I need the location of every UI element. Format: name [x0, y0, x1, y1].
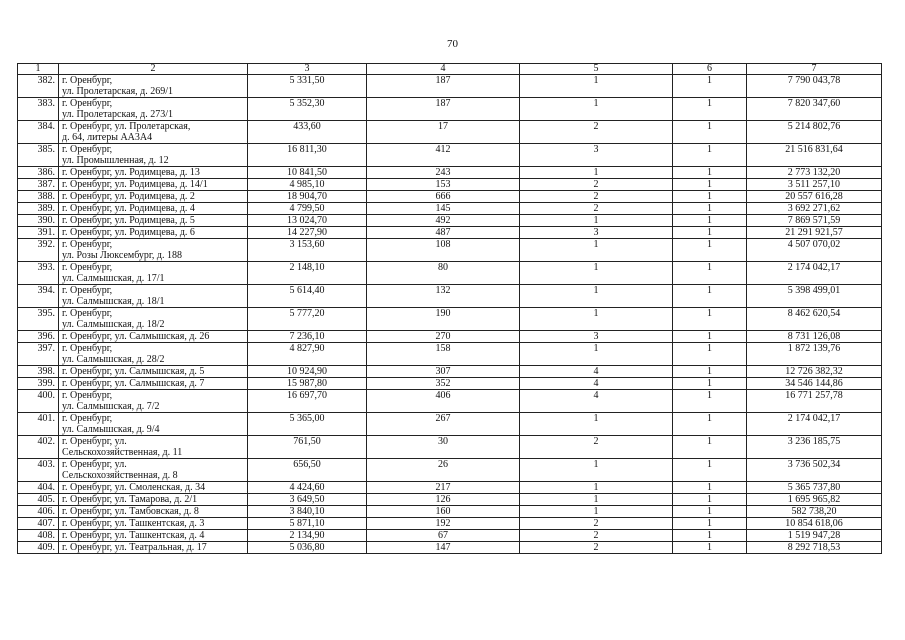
address-line: г. Оренбург, ул. — [62, 436, 127, 447]
column-header: 3 — [248, 64, 367, 75]
count-cell: 190 — [367, 308, 520, 331]
row-number: 394. — [18, 285, 59, 308]
category-cell: 1 — [520, 167, 673, 179]
address-line: г. Оренбург, ул. Родимцева, д. 6 — [62, 227, 195, 238]
category-cell: 2 — [520, 518, 673, 530]
row-number: 399. — [18, 378, 59, 390]
table-row — [18, 308, 882, 331]
area-cell: 4 827,90 — [248, 343, 367, 366]
table-row — [18, 167, 882, 179]
group-cell: 1 — [673, 542, 747, 554]
amount-cell: 20 557 616,28 — [747, 191, 882, 203]
address-line: ул. Пролетарская, д. 269/1 — [62, 86, 174, 97]
area-cell: 656,50 — [248, 459, 367, 482]
count-cell: 487 — [367, 227, 520, 239]
table-row — [18, 203, 882, 215]
address-line: г. Оренбург, — [62, 262, 113, 273]
address-line: г. Оренбург, ул. Тамбовская, д. 8 — [62, 506, 199, 517]
address-line: ул. Салмышская, д. 18/2 — [62, 319, 165, 330]
table-row — [18, 506, 882, 518]
amount-cell: 4 507 070,02 — [747, 239, 882, 262]
row-number: 386. — [18, 167, 59, 179]
header-row — [18, 64, 882, 75]
address-line: г. Оренбург, ул. Пролетарская, — [62, 121, 191, 132]
address-line: г. Оренбург, — [62, 144, 113, 155]
amount-cell: 7 869 571,59 — [747, 215, 882, 227]
area-cell: 10 841,50 — [248, 167, 367, 179]
count-cell: 126 — [367, 494, 520, 506]
address-line: ул. Салмышская, д. 18/1 — [62, 296, 165, 307]
amount-cell: 1 519 947,28 — [747, 530, 882, 542]
area-cell: 3 153,60 — [248, 239, 367, 262]
category-cell: 1 — [520, 494, 673, 506]
data-table — [17, 63, 882, 554]
address-cell — [59, 308, 248, 331]
category-cell: 1 — [520, 239, 673, 262]
area-cell: 5 777,20 — [248, 308, 367, 331]
address-cell — [59, 413, 248, 436]
area-cell: 2 148,10 — [248, 262, 367, 285]
area-cell: 3 649,50 — [248, 494, 367, 506]
address-cell — [59, 482, 248, 494]
address-line: ул. Пролетарская, д. 273/1 — [62, 109, 174, 120]
table-row — [18, 530, 882, 542]
category-cell: 1 — [520, 75, 673, 98]
count-cell: 108 — [367, 239, 520, 262]
group-cell: 1 — [673, 331, 747, 343]
count-cell: 26 — [367, 459, 520, 482]
category-cell: 1 — [520, 343, 673, 366]
address-cell — [59, 227, 248, 239]
address-line: г. Оренбург, ул. Смоленская, д. 34 — [62, 482, 206, 493]
address-cell — [59, 436, 248, 459]
address-line: г. Оренбург, ул. Тамарова, д. 2/1 — [62, 494, 198, 505]
group-cell: 1 — [673, 285, 747, 308]
count-cell: 132 — [367, 285, 520, 308]
row-number: 406. — [18, 506, 59, 518]
table-row — [18, 179, 882, 191]
address-cell — [59, 98, 248, 121]
area-cell: 16 811,30 — [248, 144, 367, 167]
amount-cell: 3 236 185,75 — [747, 436, 882, 459]
amount-cell: 5 398 499,01 — [747, 285, 882, 308]
address-cell — [59, 179, 248, 191]
column-header: 7 — [747, 64, 882, 75]
category-cell: 1 — [520, 262, 673, 285]
count-cell: 243 — [367, 167, 520, 179]
row-number: 382. — [18, 75, 59, 98]
area-cell: 433,60 — [248, 121, 367, 144]
area-cell: 5 331,50 — [248, 75, 367, 98]
row-number: 408. — [18, 530, 59, 542]
count-cell: 160 — [367, 506, 520, 518]
row-number: 402. — [18, 436, 59, 459]
area-cell: 4 985,10 — [248, 179, 367, 191]
amount-cell: 16 771 257,78 — [747, 390, 882, 413]
row-number: 396. — [18, 331, 59, 343]
address-line: ул. Розы Люксембург, д. 188 — [62, 250, 182, 261]
amount-cell: 12 726 382,32 — [747, 366, 882, 378]
count-cell: 187 — [367, 75, 520, 98]
address-cell — [59, 331, 248, 343]
group-cell: 1 — [673, 167, 747, 179]
count-cell: 147 — [367, 542, 520, 554]
address-cell — [59, 75, 248, 98]
table-row — [18, 121, 882, 144]
amount-cell: 5 365 737,80 — [747, 482, 882, 494]
table-row — [18, 262, 882, 285]
address-cell — [59, 239, 248, 262]
group-cell: 1 — [673, 506, 747, 518]
row-number: 404. — [18, 482, 59, 494]
address-line: г. Оренбург, ул. Ташкентская, д. 4 — [62, 530, 205, 541]
count-cell: 158 — [367, 343, 520, 366]
row-number: 385. — [18, 144, 59, 167]
table-row — [18, 75, 882, 98]
address-line: г. Оренбург, — [62, 308, 113, 319]
amount-cell: 1 872 139,76 — [747, 343, 882, 366]
area-cell: 761,50 — [248, 436, 367, 459]
area-cell: 3 840,10 — [248, 506, 367, 518]
address-cell — [59, 191, 248, 203]
category-cell: 1 — [520, 413, 673, 436]
address-line: г. Оренбург, ул. Родимцева, д. 5 — [62, 215, 195, 226]
amount-cell: 3 736 502,34 — [747, 459, 882, 482]
address-line: г. Оренбург, ул. Ташкентская, д. 3 — [62, 518, 205, 529]
category-cell: 1 — [520, 482, 673, 494]
count-cell: 30 — [367, 436, 520, 459]
address-line: ул. Салмышская, д. 9/4 — [62, 424, 160, 435]
amount-cell: 1 695 965,82 — [747, 494, 882, 506]
table-row — [18, 144, 882, 167]
table-row — [18, 239, 882, 262]
area-cell: 2 134,90 — [248, 530, 367, 542]
table-row — [18, 378, 882, 390]
area-cell: 5 036,80 — [248, 542, 367, 554]
group-cell: 1 — [673, 308, 747, 331]
column-header: 6 — [673, 64, 747, 75]
group-cell: 1 — [673, 75, 747, 98]
amount-cell: 10 854 618,06 — [747, 518, 882, 530]
group-cell: 1 — [673, 121, 747, 144]
address-line: г. Оренбург, — [62, 285, 113, 296]
table-row — [18, 215, 882, 227]
table-row — [18, 285, 882, 308]
group-cell: 1 — [673, 239, 747, 262]
group-cell: 1 — [673, 390, 747, 413]
address-cell — [59, 378, 248, 390]
address-line: г. Оренбург, ул. — [62, 459, 127, 470]
column-header: 1 — [18, 64, 59, 75]
area-cell: 4 799,50 — [248, 203, 367, 215]
area-cell: 13 024,70 — [248, 215, 367, 227]
column-header: 4 — [367, 64, 520, 75]
table-row — [18, 494, 882, 506]
table-row — [18, 542, 882, 554]
area-cell: 5 871,10 — [248, 518, 367, 530]
table-row — [18, 436, 882, 459]
category-cell: 3 — [520, 144, 673, 167]
group-cell: 1 — [673, 215, 747, 227]
address-cell — [59, 167, 248, 179]
group-cell: 1 — [673, 144, 747, 167]
address-cell — [59, 518, 248, 530]
row-number: 395. — [18, 308, 59, 331]
amount-cell: 8 462 620,54 — [747, 308, 882, 331]
table-row — [18, 518, 882, 530]
table-row — [18, 390, 882, 413]
category-cell: 2 — [520, 436, 673, 459]
address-line: г. Оренбург, — [62, 390, 113, 401]
group-cell: 1 — [673, 98, 747, 121]
row-number: 401. — [18, 413, 59, 436]
page-number: 70 — [447, 38, 458, 50]
count-cell: 153 — [367, 179, 520, 191]
area-cell: 15 987,80 — [248, 378, 367, 390]
address-line: г. Оренбург, — [62, 343, 113, 354]
group-cell: 1 — [673, 459, 747, 482]
count-cell: 270 — [367, 331, 520, 343]
address-cell — [59, 285, 248, 308]
category-cell: 1 — [520, 459, 673, 482]
table-row — [18, 98, 882, 121]
category-cell: 1 — [520, 308, 673, 331]
category-cell: 3 — [520, 227, 673, 239]
amount-cell: 7 820 347,60 — [747, 98, 882, 121]
area-cell: 7 236,10 — [248, 331, 367, 343]
count-cell: 145 — [367, 203, 520, 215]
group-cell: 1 — [673, 494, 747, 506]
address-line: г. Оренбург, ул. Родимцева, д. 14/1 — [62, 179, 208, 190]
row-number: 400. — [18, 390, 59, 413]
address-cell — [59, 343, 248, 366]
group-cell: 1 — [673, 262, 747, 285]
row-number: 391. — [18, 227, 59, 239]
category-cell: 2 — [520, 121, 673, 144]
group-cell: 1 — [673, 227, 747, 239]
count-cell: 406 — [367, 390, 520, 413]
count-cell: 80 — [367, 262, 520, 285]
amount-cell: 8 731 126,08 — [747, 331, 882, 343]
table-row — [18, 482, 882, 494]
category-cell: 2 — [520, 530, 673, 542]
area-cell: 14 227,90 — [248, 227, 367, 239]
address-line: г. Оренбург, ул. Салмышская, д. 5 — [62, 366, 205, 377]
group-cell: 1 — [673, 530, 747, 542]
address-cell — [59, 506, 248, 518]
address-line: ул. Салмышская, д. 17/1 — [62, 273, 165, 284]
table-row — [18, 331, 882, 343]
area-cell: 18 904,70 — [248, 191, 367, 203]
category-cell: 2 — [520, 203, 673, 215]
row-number: 389. — [18, 203, 59, 215]
row-number: 403. — [18, 459, 59, 482]
group-cell: 1 — [673, 366, 747, 378]
category-cell: 1 — [520, 215, 673, 227]
address-line: Сельскохозяйственная, д. 11 — [62, 447, 183, 458]
address-cell — [59, 366, 248, 378]
count-cell: 17 — [367, 121, 520, 144]
category-cell: 4 — [520, 378, 673, 390]
group-cell: 1 — [673, 179, 747, 191]
address-line: г. Оренбург, — [62, 75, 113, 86]
amount-cell: 7 790 043,78 — [747, 75, 882, 98]
count-cell: 67 — [367, 530, 520, 542]
amount-cell: 3 692 271,62 — [747, 203, 882, 215]
count-cell: 192 — [367, 518, 520, 530]
row-number: 407. — [18, 518, 59, 530]
row-number: 390. — [18, 215, 59, 227]
address-line: ул. Салмышская, д. 28/2 — [62, 354, 165, 365]
address-line: г. Оренбург, — [62, 98, 113, 109]
amount-cell: 3 511 257,10 — [747, 179, 882, 191]
amount-cell: 2 773 132,20 — [747, 167, 882, 179]
row-number: 405. — [18, 494, 59, 506]
address-line: г. Оренбург, — [62, 239, 113, 250]
row-number: 388. — [18, 191, 59, 203]
address-cell — [59, 390, 248, 413]
address-line: ул. Салмышская, д. 7/2 — [62, 401, 160, 412]
group-cell: 1 — [673, 518, 747, 530]
area-cell: 10 924,90 — [248, 366, 367, 378]
amount-cell: 21 516 831,64 — [747, 144, 882, 167]
count-cell: 666 — [367, 191, 520, 203]
area-cell: 5 352,30 — [248, 98, 367, 121]
area-cell: 5 365,00 — [248, 413, 367, 436]
category-cell: 2 — [520, 179, 673, 191]
row-number: 397. — [18, 343, 59, 366]
area-cell: 4 424,60 — [248, 482, 367, 494]
category-cell: 1 — [520, 506, 673, 518]
address-cell — [59, 530, 248, 542]
address-line: г. Оренбург, ул. Салмышская, д. 26 — [62, 331, 210, 342]
group-cell: 1 — [673, 378, 747, 390]
address-cell — [59, 262, 248, 285]
row-number: 392. — [18, 239, 59, 262]
count-cell: 217 — [367, 482, 520, 494]
group-cell: 1 — [673, 203, 747, 215]
address-cell — [59, 494, 248, 506]
table-row — [18, 459, 882, 482]
address-line: д. 64, литеры АА3А4 — [62, 132, 153, 143]
address-line: г. Оренбург, ул. Салмышская, д. 7 — [62, 378, 205, 389]
row-number: 387. — [18, 179, 59, 191]
table-row — [18, 366, 882, 378]
address-cell — [59, 121, 248, 144]
row-number: 409. — [18, 542, 59, 554]
address-line: г. Оренбург, ул. Родимцева, д. 13 — [62, 167, 200, 178]
address-line: г. Оренбург, — [62, 413, 113, 424]
row-number: 384. — [18, 121, 59, 144]
count-cell: 412 — [367, 144, 520, 167]
group-cell: 1 — [673, 343, 747, 366]
table-row — [18, 343, 882, 366]
address-cell — [59, 542, 248, 554]
count-cell: 187 — [367, 98, 520, 121]
amount-cell: 2 174 042,17 — [747, 262, 882, 285]
address-cell — [59, 459, 248, 482]
amount-cell: 2 174 042,17 — [747, 413, 882, 436]
address-line: г. Оренбург, ул. Родимцева, д. 2 — [62, 191, 195, 202]
count-cell: 267 — [367, 413, 520, 436]
table-row — [18, 413, 882, 436]
count-cell: 492 — [367, 215, 520, 227]
group-cell: 1 — [673, 413, 747, 436]
area-cell: 16 697,70 — [248, 390, 367, 413]
amount-cell: 34 546 144,86 — [747, 378, 882, 390]
group-cell: 1 — [673, 482, 747, 494]
address-line: Сельскохозяйственная, д. 8 — [62, 470, 178, 481]
table-row — [18, 227, 882, 239]
amount-cell: 5 214 802,76 — [747, 121, 882, 144]
table-row — [18, 191, 882, 203]
count-cell: 352 — [367, 378, 520, 390]
address-cell — [59, 203, 248, 215]
count-cell: 307 — [367, 366, 520, 378]
category-cell: 1 — [520, 285, 673, 308]
row-number: 393. — [18, 262, 59, 285]
address-cell — [59, 144, 248, 167]
amount-cell: 21 291 921,57 — [747, 227, 882, 239]
category-cell: 2 — [520, 191, 673, 203]
group-cell: 1 — [673, 436, 747, 459]
category-cell: 4 — [520, 366, 673, 378]
category-cell: 1 — [520, 98, 673, 121]
amount-cell: 582 738,20 — [747, 506, 882, 518]
area-cell: 5 614,40 — [248, 285, 367, 308]
row-number: 398. — [18, 366, 59, 378]
category-cell: 3 — [520, 331, 673, 343]
address-line: г. Оренбург, ул. Родимцева, д. 4 — [62, 203, 195, 214]
row-number: 383. — [18, 98, 59, 121]
group-cell: 1 — [673, 191, 747, 203]
column-header: 5 — [520, 64, 673, 75]
category-cell: 4 — [520, 390, 673, 413]
amount-cell: 8 292 718,53 — [747, 542, 882, 554]
address-cell — [59, 215, 248, 227]
category-cell: 2 — [520, 542, 673, 554]
address-line: ул. Промышленная, д. 12 — [62, 155, 169, 166]
address-line: г. Оренбург, ул. Театральная, д. 17 — [62, 542, 207, 553]
column-header: 2 — [59, 64, 248, 75]
